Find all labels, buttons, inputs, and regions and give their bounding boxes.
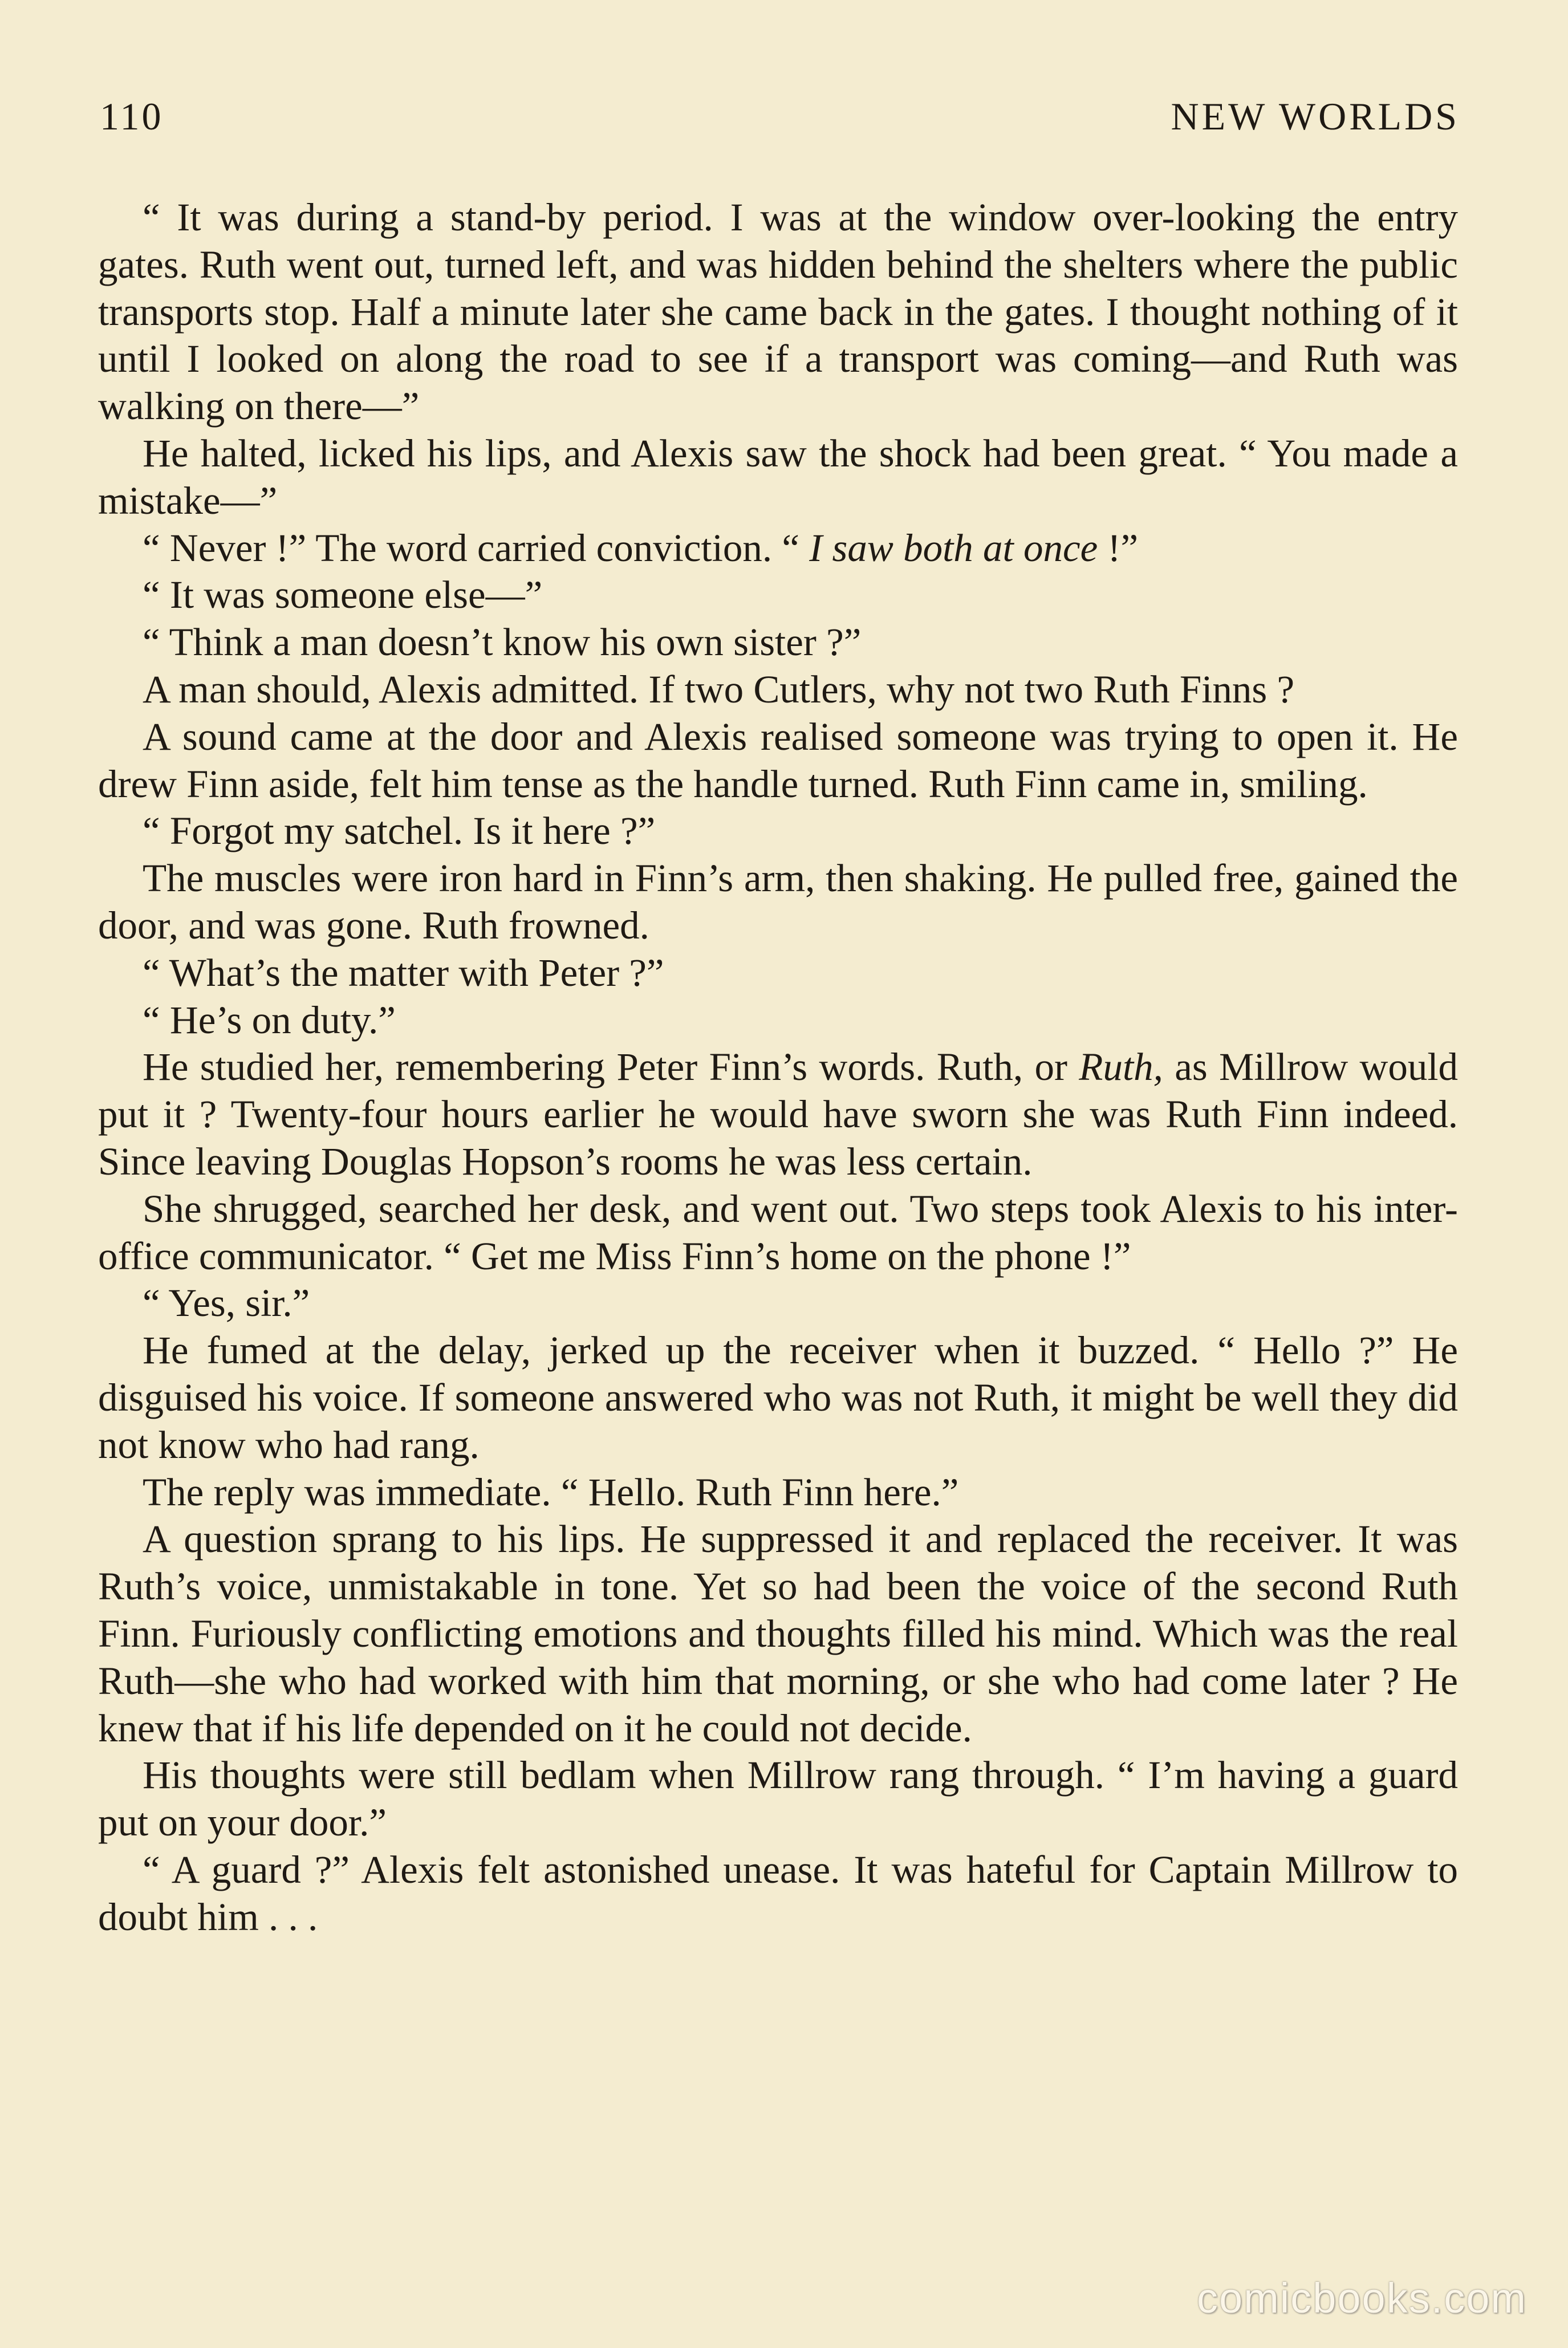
paragraph: “ Think a man doesn’t know his own sister ?” [143, 620, 862, 664]
paragraph: A sound came at the door and Alexis realised someone was trying to open it. He drew Finn aside, felt him tense as the handle turned. Ruth Finn came in, smiling. [98, 714, 1458, 806]
site-watermark: comicbooks.com [1196, 2274, 1527, 2322]
paragraph: His thoughts were still bedlam when Millrow rang through. “ I’m having a guard put on your door.” [98, 1753, 1458, 1845]
paragraph-text: “ Never !” The word carried conviction. “ [143, 526, 810, 570]
paragraph: “ A guard ?” Alexis felt astonished unease. It was hateful for Captain Millrow to doubt him . . . [98, 1847, 1458, 1939]
paragraph-text: !” [1098, 526, 1139, 570]
paragraph: “ Forgot my satchel. Is it here ?” [143, 809, 656, 853]
running-head: NEW WORLDS [1171, 95, 1460, 138]
story-text [98, 194, 1458, 1940]
paragraph: A man should, Alexis admitted. If two Cutlers, why not two Ruth Finns ? [143, 667, 1295, 711]
paragraph: “ It was someone else—” [143, 573, 543, 617]
paragraph: She shrugged, searched her desk, and went out. Two steps took Alexis to his inter-office communicator. “ Get me Miss Finn’s home on the phone !” [98, 1187, 1458, 1278]
paragraph: The muscles were iron hard in Finn’s arm, then shaking. He pulled free, gained the door, and was gone. Ruth frowned. [98, 856, 1458, 947]
paragraph: A question sprang to his lips. He suppressed it and replaced the receiver. It was Ruth’s voice, unmistakable in tone. Yet so had been the voice of the second Ruth Finn. Furiously conflicting emotions and thoughts filled his mind. Which was the real Ruth—she who had worked with him that morning, or she who had come later ? He knew that if his life depended on it he could not decide. [98, 1517, 1458, 1750]
emphasized-text: Ruth, [1079, 1045, 1163, 1089]
paragraph: The reply was immediate. “ Hello. Ruth Finn here.” [143, 1470, 959, 1514]
paragraph-text: He studied her, remembering Peter Finn’s words. Ruth, or [143, 1045, 1079, 1089]
paragraph [98, 525, 1458, 572]
page-header [100, 94, 1460, 157]
paragraph: “ It was during a stand-by period. I was at the window over-looking the entry gates. Ruth went out, turned left, and was hidden behind the shelters where the public transports stop. Half a minute later she came back in the gates. I thought nothing of it until I looked on along the road to see if a transport was coming—and Ruth was walking on there—” [98, 196, 1458, 428]
paragraph: “ He’s on duty.” [143, 998, 396, 1042]
emphasized-text: I saw both at once [809, 526, 1098, 570]
paragraph: He fumed at the delay, jerked up the receiver when it buzzed. “ Hello ?” He disguised his voice. If someone answered who was not Ruth, it might be well they did not know who had rang. [98, 1329, 1458, 1467]
paragraph-text: as Millrow would put it ? Twenty-four hours earlier he would have sworn she was Ruth Finn indeed. Since leaving Douglas Hopson’s rooms he was less certain. [98, 1045, 1458, 1183]
paragraph: He halted, licked his lips, and Alexis saw the shock had been great. “ You made a mistake—” [98, 431, 1458, 522]
page-number: 110 [100, 95, 164, 138]
paragraph: “ Yes, sir.” [143, 1281, 310, 1325]
paragraph: “ What’s the matter with Peter ?” [143, 950, 664, 994]
paragraph [98, 1043, 1458, 1185]
